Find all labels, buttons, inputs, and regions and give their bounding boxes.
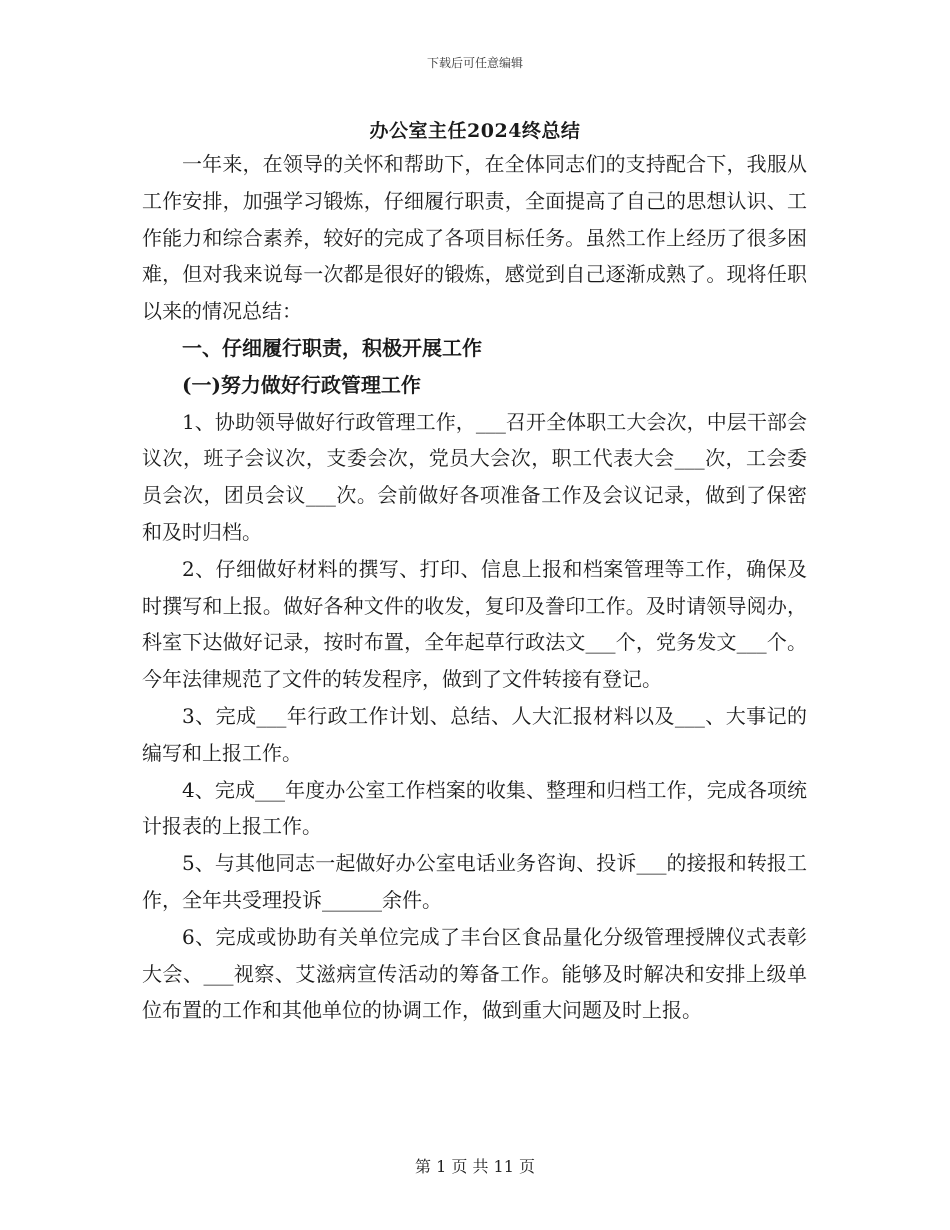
- header-note: 下载后可任意编辑: [426, 56, 523, 70]
- item-paragraph-6: 6、完成或协助有关单位完成了丰台区食品量化分级管理授牌仪式表彰大会、___视察、艾滋病宣传活动的筹备工作。能够及时解决和安排上级单位布置的工作和其他单位的协调工作，做到重大问题及时上报。: [142, 924, 807, 1023]
- document-body: [142, 146, 807, 1029]
- item-paragraph-5: 5、与其他同志一起做好办公室电话业务咨询、投诉___的接报和转报工作，全年共受理投诉______余件。: [142, 851, 807, 912]
- intro-paragraph: 一年来，在领导的关怀和帮助下，在全体同志们的支持配合下，我服从工作安排，加强学习锻炼，仔细履行职责，全面提高了自己的思想认识、工作能力和综合素养，较好的完成了各项目标任务。虽然工作上经历了很多困难，但对我来说每一次都是很好的锻炼，感觉到自己逐渐成熟了。现将任职以来的情况总结：: [142, 152, 807, 324]
- subsection-heading: (一)努力做好行政管理工作: [182, 372, 421, 397]
- page-number: 第 1 页 共 11 页: [415, 1157, 535, 1176]
- item-paragraph-2: 2、仔细做好材料的撰写、打印、信息上报和档案管理等工作，确保及时撰写和上报。做好各种文件的收发，复印及誊印工作。及时请领导阅办，科室下达做好记录，按时布置，全年起草行政法文___个，党务发文___个。今年法律规范了文件的转发程序，做到了文件转接有登记。: [142, 556, 807, 692]
- document-title: 办公室主任2024终总结: [369, 120, 581, 142]
- item-paragraph-3: 3、完成___年行政工作计划、总结、人大汇报材料以及___、大事记的编写和上报工作。: [142, 703, 807, 765]
- item-paragraph-4: 4、完成___年度办公室工作档案的收集、整理和归档工作，完成各项统计报表的上报工作。: [142, 777, 807, 839]
- section-heading: 一、仔细履行职责，积极开展工作: [182, 335, 482, 360]
- item-paragraph-1: 1、协助领导做好行政管理工作，___召开全体职工大会次，中层干部会议次，班子会议次，支委会次，党员大会次，职工代表大会___次，工会委员会次，团员会议___次。会前做好各项准备工作及会议记录，做到了保密和及时归档。: [142, 409, 807, 544]
